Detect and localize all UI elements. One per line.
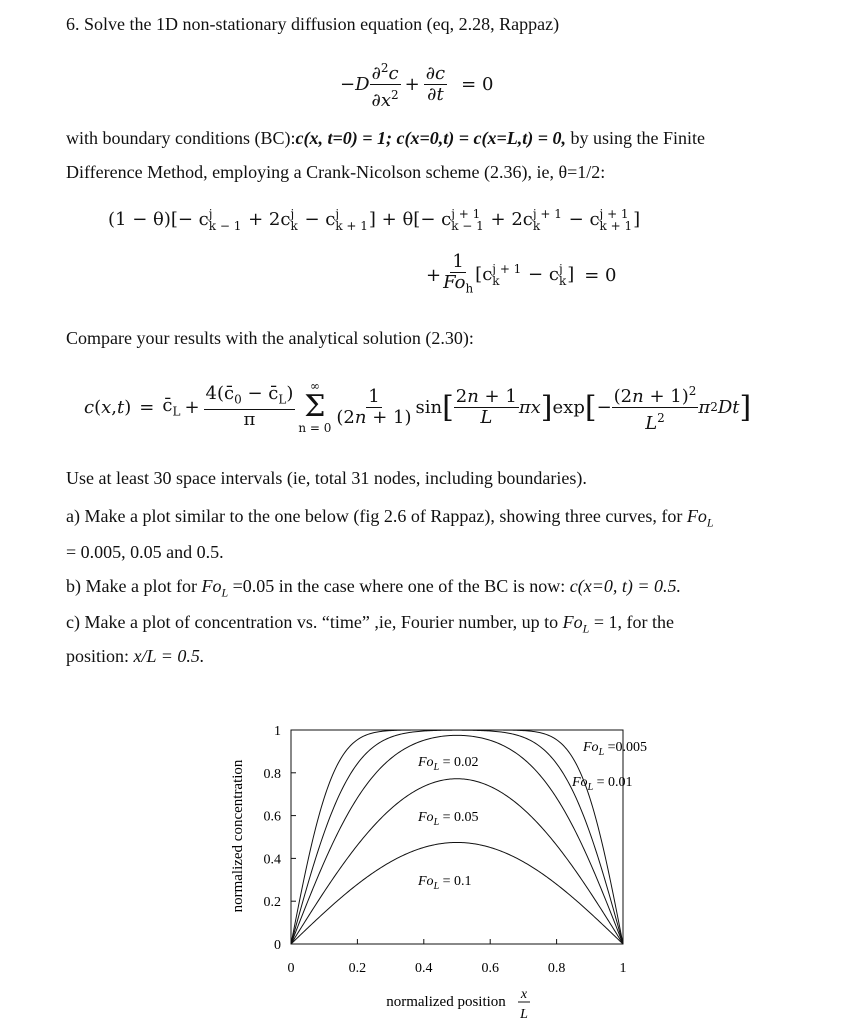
crank-nicolson-line-1: (1 − θ)[− c j k − 1 + 2c j k − c j k + 1 ] + θ[− c j + 1 k − 1 + 2c j + 1 k − c j + 1 k + 1 ]: [108, 207, 641, 233]
diffusion-equation: − D $\frac{\partial^2c}{\partial x^2}$ + $\frac{\partial c}{\partial t}$ = 0: [340, 58, 493, 111]
y-tick-label: 0.6: [263, 809, 281, 825]
y-axis-label: normalized concentration: [230, 759, 246, 913]
part-c-line-2: position: x/L = 0.5.: [66, 646, 205, 666]
x-axis-label: [386, 987, 530, 1022]
part-b: b) Make a plot for $Fo_L =0.05$ in the case where one of the BC is now: c(x=0, t) = 0.5.: [66, 576, 681, 600]
x-tick-label: 0.2: [348, 961, 367, 976]
y-tick-label: 0.2: [263, 895, 281, 911]
y-tick-label: 0: [274, 938, 281, 953]
x-tick-label: 0.6: [481, 961, 499, 976]
x-axis-fraction-den: L: [520, 1007, 528, 1022]
label-fo-01: $Fo_L = 0.1$: [418, 874, 472, 892]
y-tick-label: 0.8: [263, 766, 281, 782]
label-fo-0005: $Fo_L =0.005$: [583, 740, 648, 758]
x-tick-label: 0.8: [547, 961, 566, 976]
part-c-line-1: c) Make a plot of concentration vs. “time” ,ie, Fourier number, up to $Fo_L = 1$, for the: [66, 612, 674, 636]
label-fo-005: $Fo_L = 0.05$: [418, 810, 479, 828]
x-axis-label-text: normalized position: [386, 994, 506, 1010]
x-axis-fraction-num: x: [520, 987, 528, 1002]
label-fo-002: $Fo_L = 0.02$: [418, 755, 479, 773]
x-tick-label: 0.4: [415, 961, 433, 976]
y-tick-label: 0.4: [263, 852, 281, 868]
curve-fo-4: [291, 842, 623, 944]
part-a-line-2: = 0.005, 0.05 and 0.5.: [66, 542, 224, 562]
bc-line-2: Difference Method, employing a Crank-Nicolson scheme (2.36), ie, θ=1/2:: [66, 162, 606, 182]
part-a-line-1: a) Make a plot similar to the one below (fig 2.6 of Rappaz), showing three curves, for $Fo_L$: [66, 506, 714, 530]
problem-title: 6. Solve the 1D non-stationary diffusion equation (eq, 2.28, Rappaz): [66, 14, 560, 34]
compare-text: Compare your results with the analytical solution (2.30):: [66, 328, 474, 348]
bc-line-1: with boundary conditions (BC):c(x, t=0) = 1; c(x=0,t) = c(x=L,t) = 0, by using the Finite: [66, 128, 705, 148]
concentration-chart: [0, 700, 864, 1024]
y-tick-label: 1: [274, 724, 281, 739]
x-tick-label: 0: [287, 961, 295, 976]
crank-nicolson-line-2: + $\frac{1}{Fo_h}$ [c j + 1 k − c j k ] = 0: [426, 251, 617, 296]
label-fo-001: $Fo_L = 0.01$: [572, 775, 633, 793]
analytical-solution: c ( x , t ) = $c̄_L$ + $\frac{4(c̄_0 - c̄_L)}{\pi}$ ∞ Σ n = 0 $\frac{1}{(2n + 1)}$ sin [ $\frac{2n + 1}{L}$ πx ] exp [ − $\frac{(2n + 1)^2}{L^2}$ π 2 Dt ]: [84, 379, 752, 435]
curve-fo-3: [291, 779, 623, 944]
use-intervals-text: Use at least 30 space intervals (ie, total 31 nodes, including boundaries).: [66, 468, 587, 488]
x-tick-label: 1: [619, 961, 627, 976]
